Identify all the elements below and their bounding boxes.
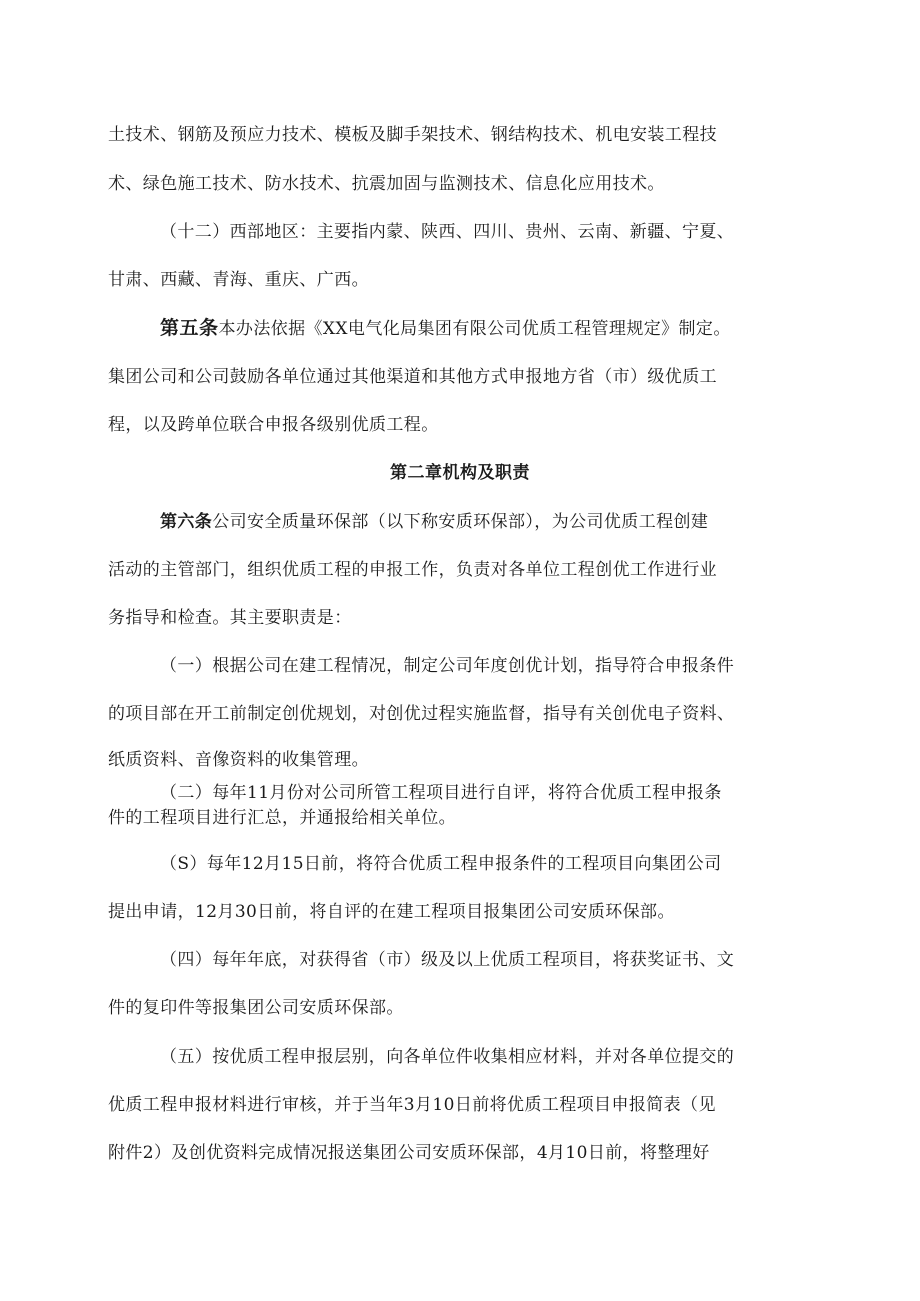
line-text: （一）根据公司在建工程情况，制定公司年度创优计划，指导符合申报条件 bbox=[160, 656, 735, 676]
line-text: 本办法依据《XX电气化局集团有限公司优质工程管理规定》制定。 bbox=[218, 319, 731, 339]
line-text: 程，以及跨单位联合申报各级别优质工程。 bbox=[108, 415, 439, 435]
line-text: 活动的主管部门，组织优质工程的申报工作，负责对各单位工程创优工作进行业 bbox=[108, 560, 717, 580]
line-text: 提出申请，12月30日前，将自评的在建工程项目报集团公司安质环保部。 bbox=[108, 902, 675, 922]
line-text: 的项目部在开工前制定创优规划，对创优过程实施监督，指导有关创优电子资料、 bbox=[108, 704, 735, 724]
line-text: 术、绿色施工技术、防水技术、抗震加固与监测技术、信息化应用技术。 bbox=[108, 174, 665, 194]
line-text: （五）按优质工程申报层别，向各单位件收集相应材料，并对各单位提交的 bbox=[160, 1047, 735, 1067]
text-line bbox=[0, 945, 920, 975]
line-text: （S）每年12月15日前，将符合优质工程申报条件的工程项目向集团公司 bbox=[160, 854, 722, 874]
text-line bbox=[0, 993, 920, 1023]
line-text: 甘肃、西藏、青海、重庆、广西。 bbox=[108, 270, 369, 290]
line-text: 务指导和检查。其主要职责是： bbox=[108, 608, 352, 628]
text-line bbox=[0, 603, 920, 633]
text-line bbox=[0, 410, 920, 440]
text-line bbox=[0, 1090, 920, 1120]
line-text: （十二）西部地区：主要指内蒙、陕西、四川、贵州、云南、新疆、宁夏、 bbox=[160, 222, 735, 242]
line-text: 公司安全质量环保部（以下称安质环保部），为公司优质工程创建 bbox=[212, 512, 709, 532]
text-line bbox=[0, 120, 920, 150]
text-line bbox=[0, 265, 920, 295]
text-line bbox=[0, 169, 920, 199]
text-line bbox=[0, 313, 920, 343]
article-label: 第五条 bbox=[160, 317, 219, 339]
text-line bbox=[0, 555, 920, 585]
line-text: 件的工程项目进行汇总，并通报给相关单位。 bbox=[108, 808, 456, 828]
text-line bbox=[0, 745, 920, 775]
line-text: 附件2）及创优资料完成情况报送集团公司安质环保部，4月10日前，将整理好 bbox=[108, 1143, 710, 1163]
text-line bbox=[0, 217, 920, 247]
text-line bbox=[0, 803, 920, 833]
text-line bbox=[0, 897, 920, 927]
text-line bbox=[0, 362, 920, 392]
chapter-heading: 第二章机构及职责 bbox=[390, 463, 530, 483]
line-text: 土技术、钢筋及预应力技术、模板及脚手架技术、钢结构技术、机电安装工程技 bbox=[108, 125, 717, 145]
text-line bbox=[0, 849, 920, 879]
line-text: （四）每年年底，对获得省（市）级及以上优质工程项目，将获奖证书、文 bbox=[160, 950, 735, 970]
text-line bbox=[0, 1042, 920, 1072]
article-label: 第六条 bbox=[160, 512, 213, 532]
line-text: 件的复印件等报集团公司安质环保部。 bbox=[108, 998, 404, 1018]
text-line bbox=[0, 507, 920, 537]
line-text: 纸质资料、音像资料的收集管理。 bbox=[108, 750, 369, 770]
text-line bbox=[0, 651, 920, 681]
line-text: （二）每年11月份对公司所管工程项目进行自评，将符合优质工程申报条 bbox=[160, 783, 722, 803]
text-line bbox=[0, 1138, 920, 1168]
text-line bbox=[0, 699, 920, 729]
line-text: 优质工程申报材料进行审核，并于当年3月10日前将优质工程项目申报简表（见 bbox=[108, 1095, 716, 1115]
line-text: 集团公司和公司鼓励各单位通过其他渠道和其他方式申报地方省（市）级优质工 bbox=[108, 367, 717, 387]
